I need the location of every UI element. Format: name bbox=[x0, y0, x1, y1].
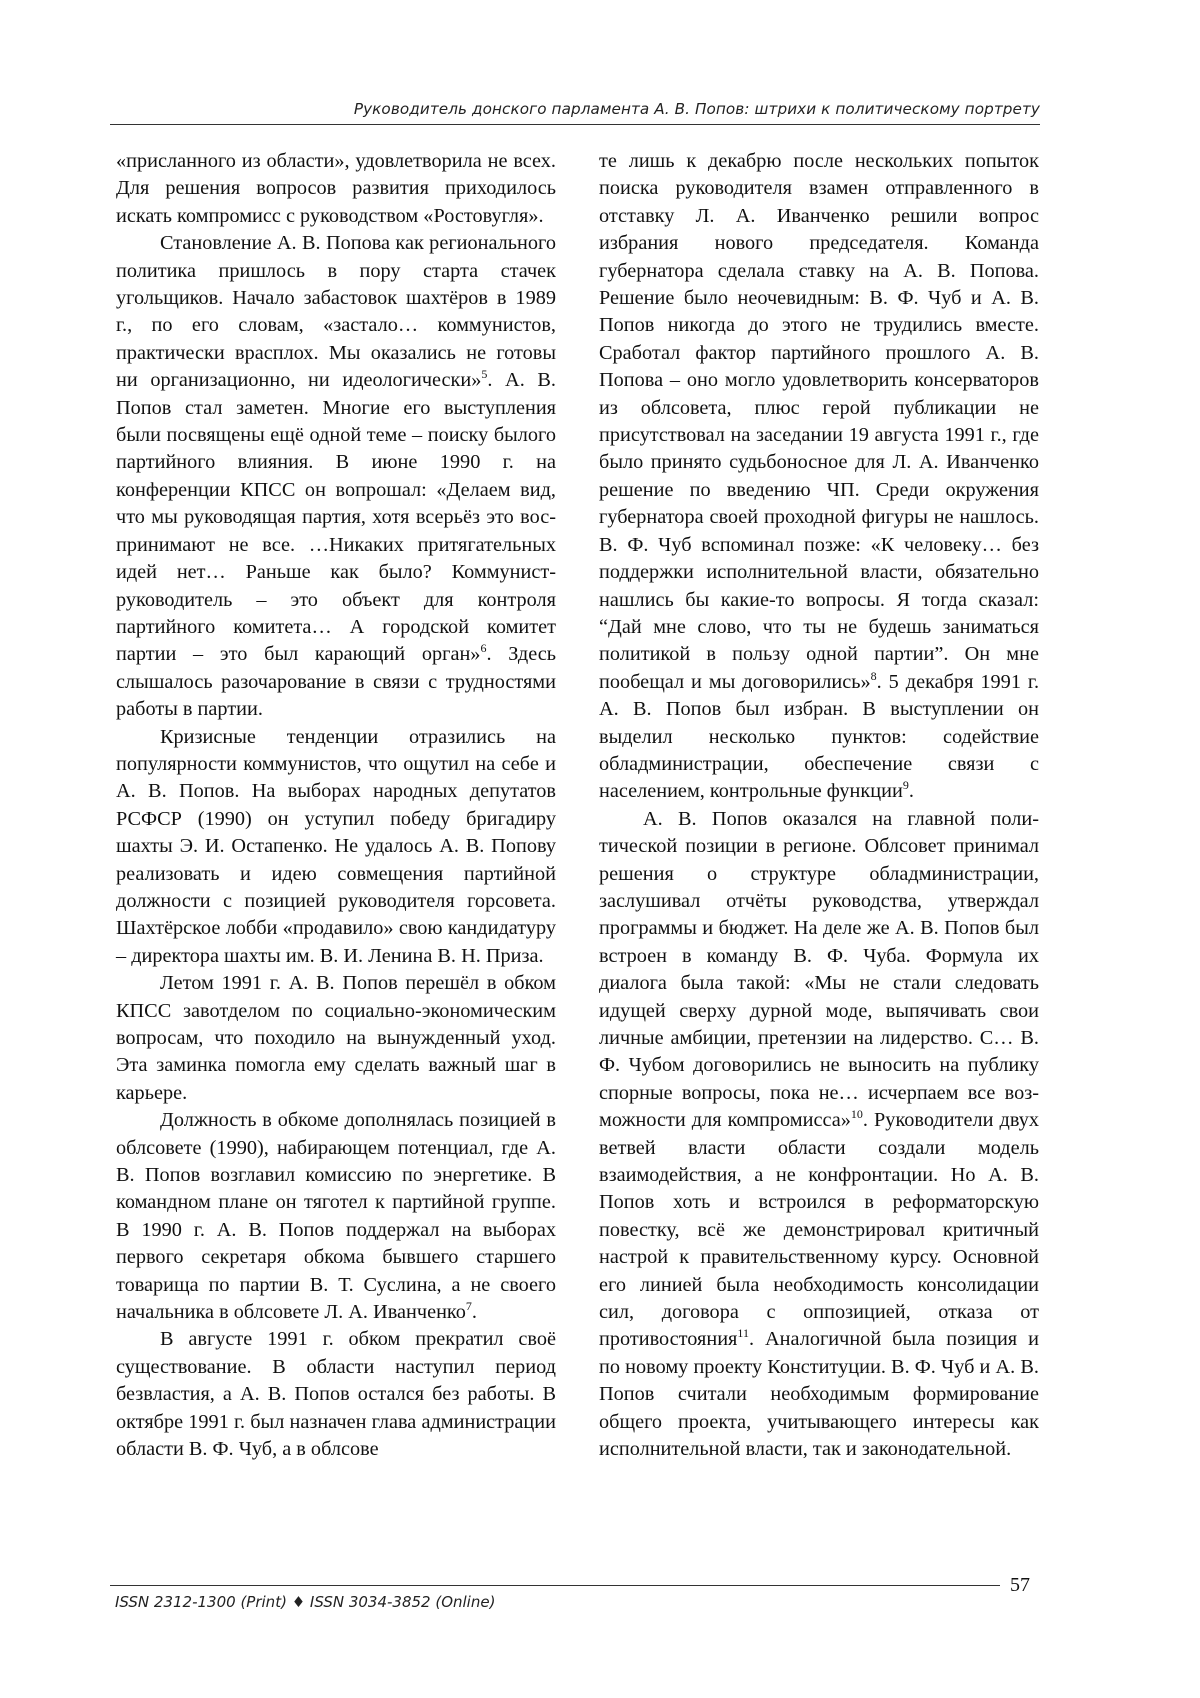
paragraph: Должность в обкоме дополнялась позицией в облсовете (1990), набирающем потенциал, где А. В. Попов возглавил комиссию по энергетике. В командном плане он тяготел к партийной группе. В 1990 г. А. В. Попов поддержал на выборах первого секретаря обкома бывшего старшего товарища по партии В. Т. Суслина, а не своего начальника в облсовете Л. А. Иванченко$^7$. bbox=[116, 1109, 556, 1324]
paragraph: те лишь к декабрю после нескольких попыток поиска руководителя взамен отправленного в отставку Л. А. Иванченко решили вопрос избрания нового председателя. Команда губернатора сделала ставку на А. В. Попова. Решение было неочевидным: В. Ф. Чуб и А. В. Попов никогда до этого не трудились вместе. Сработал фактор партийного прошлого А. В. Попова – оно могло удовлетворить консерваторов из облсовета, плюс герой публикации не присутствовал на заседании 19 августа 1991 г., где было принято судьбоносное для Л. А. Иванченко решение по введению ЧП. Среди окружения губернатора своей проходной фигуры не нашлось. В. Ф. Чуб вспоминал позже: «К человеку… без поддержки исполнительной власти, обязательно нашлись бы какие-то вопросы. Я тогда сказал: “Дай мне слово, что ты не будешь заниматься политикой в пользу одной партии”. Он мне пообещал и мы договорились»$^8$. 5 декабря 1991 г. А. В. Попов был избран. В выступлении он выделил несколько пунктов: содействие обладминистрации, обеспечение связи с населением, контрольные функции$^9$. bbox=[599, 150, 1040, 803]
paragraph: Становление А. В. Попова как регионального политика пришлось в пору старта стачек угольщиков. Начало забастовок шахтёров в 1989 г., по его словам, «застало… коммунистов, практически врасплох. Мы оказались не готовы ни организационно, ни идеологически»$^5$. А. В. Попов стал заметен. Многие его выступления были посвящены ещё одной теме – поиску былого партийного влияния. В июне 1990 г. на конференции КПСС он вопрошал: «Делаем вид, что мы руководящая партия, хотя всерьёз это воспринимают не все. …Никаких притягательных идей нет… Раньше как было? Коммунист-руководитель – это объект для контроля партийного комитета… А городской комитет партии – это был карающий орган»$^6$. Здесь слышалось разочарование в связи с трудностями работы в партии. bbox=[116, 232, 557, 721]
paragraph: Летом 1991 г. А. В. Попов перешёл в обком КПСС завотделом по социально-экономическим вопросам, что походило на вынужденный уход. Эта заминка помогла ему сделать важный шаг в карьере. bbox=[116, 972, 556, 1104]
paragraph: А. В. Попов оказался на главной политической позиции в регионе. Облсовет принимал решения о структуре обладминистрации, заслушивал отчёты руководства, утверждал программы и бюджет. На деле же А. В. Попов был встроен в команду В. Ф. Чуба. Формула их диалога была такой: «Мы не стали следовать идущей сверху дурной моде, выпячивать свои личные амбиции, претензии на лидерство. С… В. Ф. Чубом договорились не выносить на публику спорные вопросы, пока не… исчерпаем все возможности для компромисса»$^{10}$. Руководители двух ветвей власти области создали модель взаимодействия, а не конфронтации. Но А. В. Попов хоть и встроился в реформаторскую повестку, всё же демонстрировал критичный настрой к правительственному курсу. Основной его линией была необходимость консолидации сил, договора с оппозицией, отказа от противостояния$^{11}$. Аналогичной была позиция и по новому проекту Конституции. В. Ф. Чуб и А. В. Попов считали необходимым формирование общего проекта, учитывающего интересы как исполнительной власти, так и законодательной. bbox=[599, 807, 1039, 1461]
footnote-ref[interactable]: 8 bbox=[870, 668, 877, 683]
footnote-ref[interactable]: 11 bbox=[737, 1326, 749, 1341]
footnote-ref[interactable]: 9 bbox=[902, 778, 909, 793]
running-header: Руководитель донского парламента А. В. Попов: штрихи к политическому портрету bbox=[353, 100, 1040, 118]
footnote-ref[interactable]: 6 bbox=[480, 641, 487, 656]
footnote-ref[interactable]: 5 bbox=[481, 367, 488, 382]
header-rule bbox=[110, 124, 1040, 125]
page-number: 57 bbox=[1010, 1574, 1030, 1596]
paragraph: «присланного из области», удовлетворила не всех. Для решения вопросов развития приходилось искать компромисс с руководством «Ростовугля». bbox=[116, 150, 556, 227]
left-column bbox=[116, 148, 556, 1464]
paragraph: Кризисные тенденции отразились на популярности коммунистов, что ощутил на себе и А. В. Попов. На выборах народных депутатов РСФСР (1990) он уступил победу бригадиру шахты Э. И. Остапенко. Не удалось А. В. Попову реализовать и идею совмещения партийной должности с позицией руководителя горсовета. Шахтёрское лобби «продавило» свою кандидатуру – директора шахты им. В. И. Ленина В. Н. Приза. bbox=[116, 725, 556, 967]
right-column bbox=[599, 148, 1039, 1464]
footer-issn: ISSN 2312-1300 (Print) ♦ ISSN 3034-3852 (Online) bbox=[115, 1593, 496, 1611]
paragraph: В августе 1991 г. обком прекратил своё существование. В области наступил период безвластия, а А. В. Попов остался без работы. В октябре 1991 г. был назначен глава администрации области В. Ф. Чуб, а в облсове bbox=[116, 1328, 556, 1461]
footnote-ref[interactable]: 7 bbox=[465, 1299, 472, 1314]
footer-rule bbox=[110, 1585, 1000, 1586]
footnote-ref[interactable]: 10 bbox=[850, 1107, 863, 1122]
